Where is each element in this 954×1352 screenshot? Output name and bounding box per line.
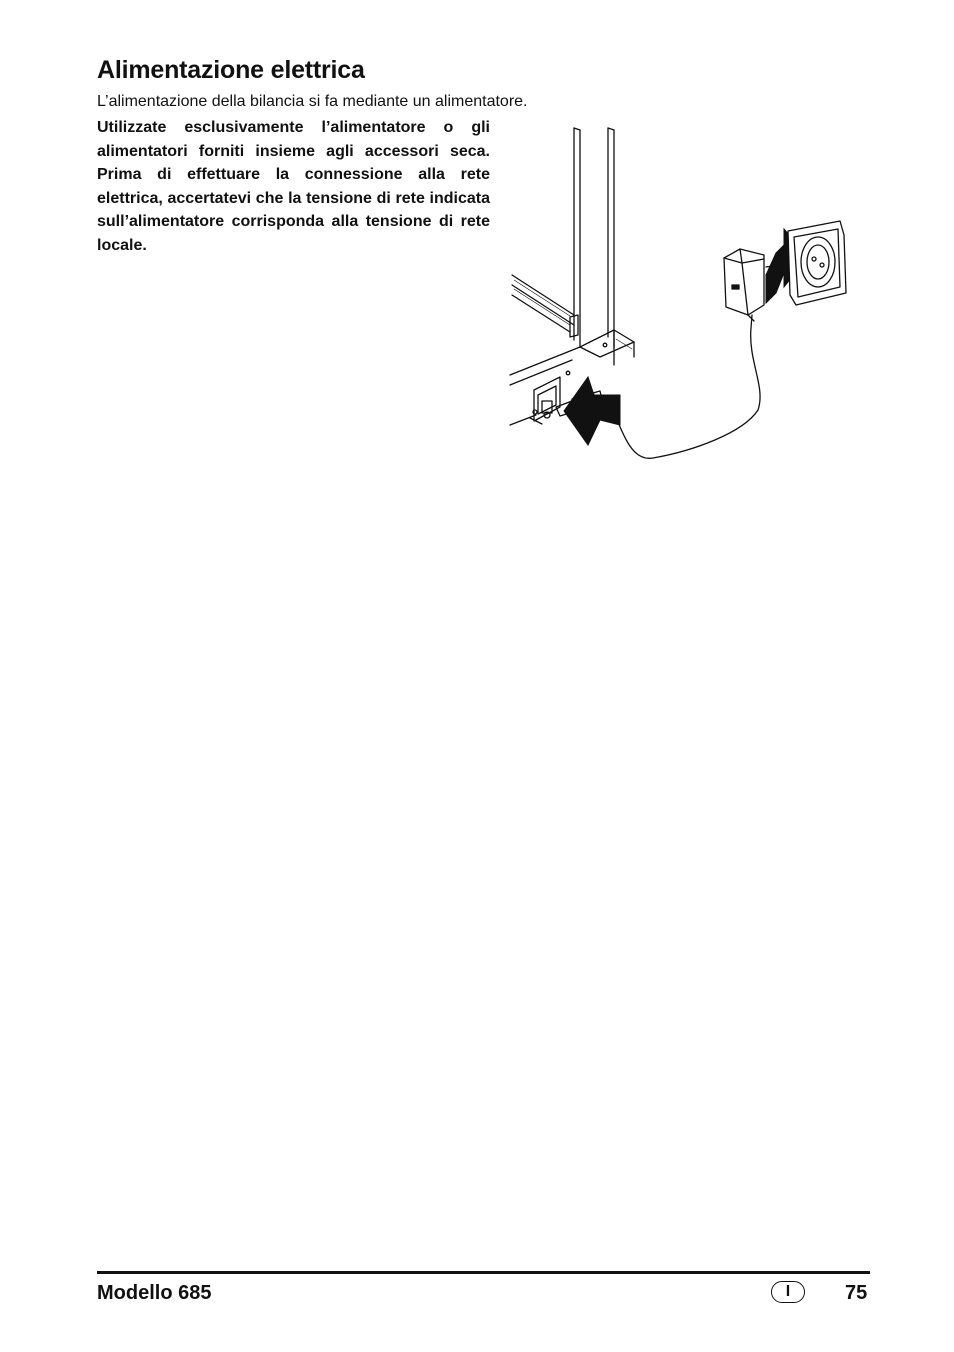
language-badge: I [771, 1281, 805, 1303]
power-cable [604, 315, 760, 458]
base-bracket [566, 330, 634, 375]
footer-model-name: Modello 685 [97, 1282, 212, 1304]
dc-socket [530, 377, 560, 424]
wall-outlet [788, 221, 846, 305]
power-connection-illustration [508, 125, 853, 465]
section-title: Alimentazione elettrica [97, 56, 365, 84]
footer-rule [97, 1271, 870, 1274]
plug-in-arrow-socket [564, 377, 620, 445]
scale-post [574, 128, 614, 347]
page-number: 75 [845, 1282, 868, 1304]
warning-text: Utilizzate esclusivamente l’alimentatore o gli alimentatori forniti insieme agli accessori seca. Prima di effettuare la connessione alla rete elettrica, accertatevi che la tensione di rete indicata sull’alimentatore corrisponda alla tensione di rete locale. [97, 119, 490, 254]
intro-text: L’alimentazione della bilancia si fa mediante un alimentatore. [97, 93, 528, 110]
